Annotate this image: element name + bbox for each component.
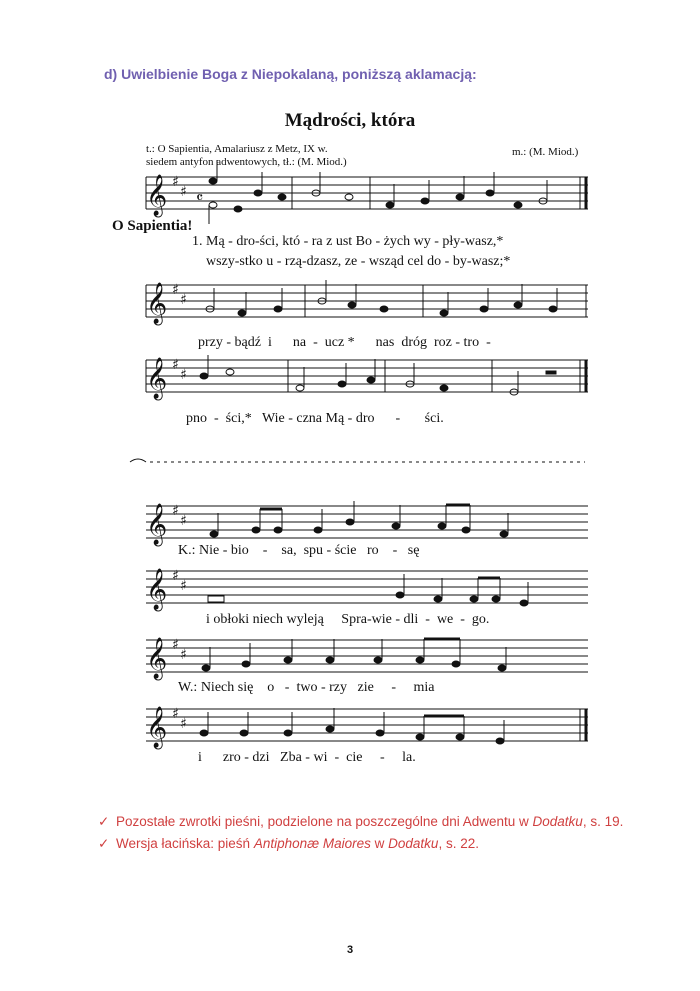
treble-clef-icon: 𝄞 bbox=[146, 638, 168, 679]
treble-clef-icon: 𝄞 bbox=[146, 358, 168, 399]
text-credit-line2: siedem antyfon adwentowych, tł.: (M. Miod.) bbox=[146, 156, 347, 168]
music-credit: m.: (M. Miod.) bbox=[512, 146, 579, 158]
svg-text:♯: ♯ bbox=[180, 716, 187, 732]
staff-6-notes bbox=[202, 639, 506, 671]
svg-text:♯: ♯ bbox=[172, 282, 179, 298]
staff-3-notes bbox=[200, 355, 556, 395]
page-number: 3 bbox=[346, 944, 354, 956]
note-item: ✓ Wersja łacińska: pieśń Antiphonæ Maiores w Dodatku, s. 22. bbox=[98, 833, 623, 855]
svg-text:♯: ♯ bbox=[172, 357, 179, 373]
svg-text:♯: ♯ bbox=[180, 647, 187, 663]
check-icon: ✓ bbox=[98, 814, 110, 829]
treble-clef-icon: 𝄞 bbox=[146, 283, 168, 324]
lyrics-line-1: 1. Mą - dro-ści, któ - ra z ust Bo - żych wy - pły-wasz,* bbox=[192, 234, 504, 249]
w-line: W.: Niech się o - two - rzy zie - mia bbox=[178, 680, 435, 695]
staff-7 bbox=[146, 709, 588, 741]
k-line-2: i obłoki niech wyleją Spra-wie - dli - we - go. bbox=[206, 612, 490, 627]
incipit: O Sapientia! bbox=[112, 218, 193, 234]
staff-6 bbox=[146, 640, 588, 672]
ornament-divider bbox=[130, 459, 585, 462]
text-credit-line1: t.: O Sapientia, Amalariusz z Metz, IX w. bbox=[146, 143, 328, 155]
section-heading: d) Uwielbienie Boga z Niepokalaną, poniższą aklamacją: bbox=[104, 66, 477, 82]
svg-text:♯: ♯ bbox=[180, 367, 187, 383]
svg-text:♯: ♯ bbox=[172, 174, 179, 190]
svg-text:♯: ♯ bbox=[180, 513, 187, 529]
treble-clef-icon: 𝄞 bbox=[146, 707, 168, 748]
k-line: K.: Nie - bio - sa, spu - ście ro - sę bbox=[178, 543, 420, 558]
svg-text:♯: ♯ bbox=[172, 568, 179, 584]
staff-3 bbox=[146, 360, 588, 392]
svg-text:♯: ♯ bbox=[172, 637, 179, 653]
staff-1-notes bbox=[209, 160, 547, 224]
notes-list bbox=[98, 811, 623, 855]
svg-text:♯: ♯ bbox=[172, 503, 179, 519]
treble-clef-icon: 𝄞 bbox=[146, 569, 168, 610]
svg-text:♯: ♯ bbox=[180, 578, 187, 594]
note-item: ✓ Pozostałe zwrotki pieśni, podzielone na poszczególne dni Adwentu w Dodatku, s. 19. bbox=[98, 811, 623, 833]
lyrics-line-4: pno - ści,* Wie - czna Mą - dro - ści. bbox=[186, 411, 444, 426]
svg-text:♯: ♯ bbox=[172, 706, 179, 722]
song-title: Mądrości, która bbox=[284, 110, 416, 131]
treble-clef-icon: 𝄞 bbox=[146, 175, 168, 216]
staff-5 bbox=[146, 571, 588, 603]
svg-text:♯: ♯ bbox=[180, 184, 187, 200]
w-line-2: i zro - dzi Zba - wi - cie - la. bbox=[198, 750, 416, 765]
lyrics-line-3: przy - bądź i na - ucz * nas dróg roz - tro - bbox=[198, 335, 491, 350]
check-icon: ✓ bbox=[98, 836, 110, 851]
treble-clef-icon: 𝄞 bbox=[146, 504, 168, 545]
svg-text:𝄴: 𝄴 bbox=[196, 188, 204, 207]
lyrics-line-2: wszy-stko u - rzą-dzasz, ze - wsząd cel do - by-wasz;* bbox=[206, 254, 511, 269]
staff-7-notes bbox=[200, 708, 504, 744]
svg-text:♯: ♯ bbox=[180, 292, 187, 308]
